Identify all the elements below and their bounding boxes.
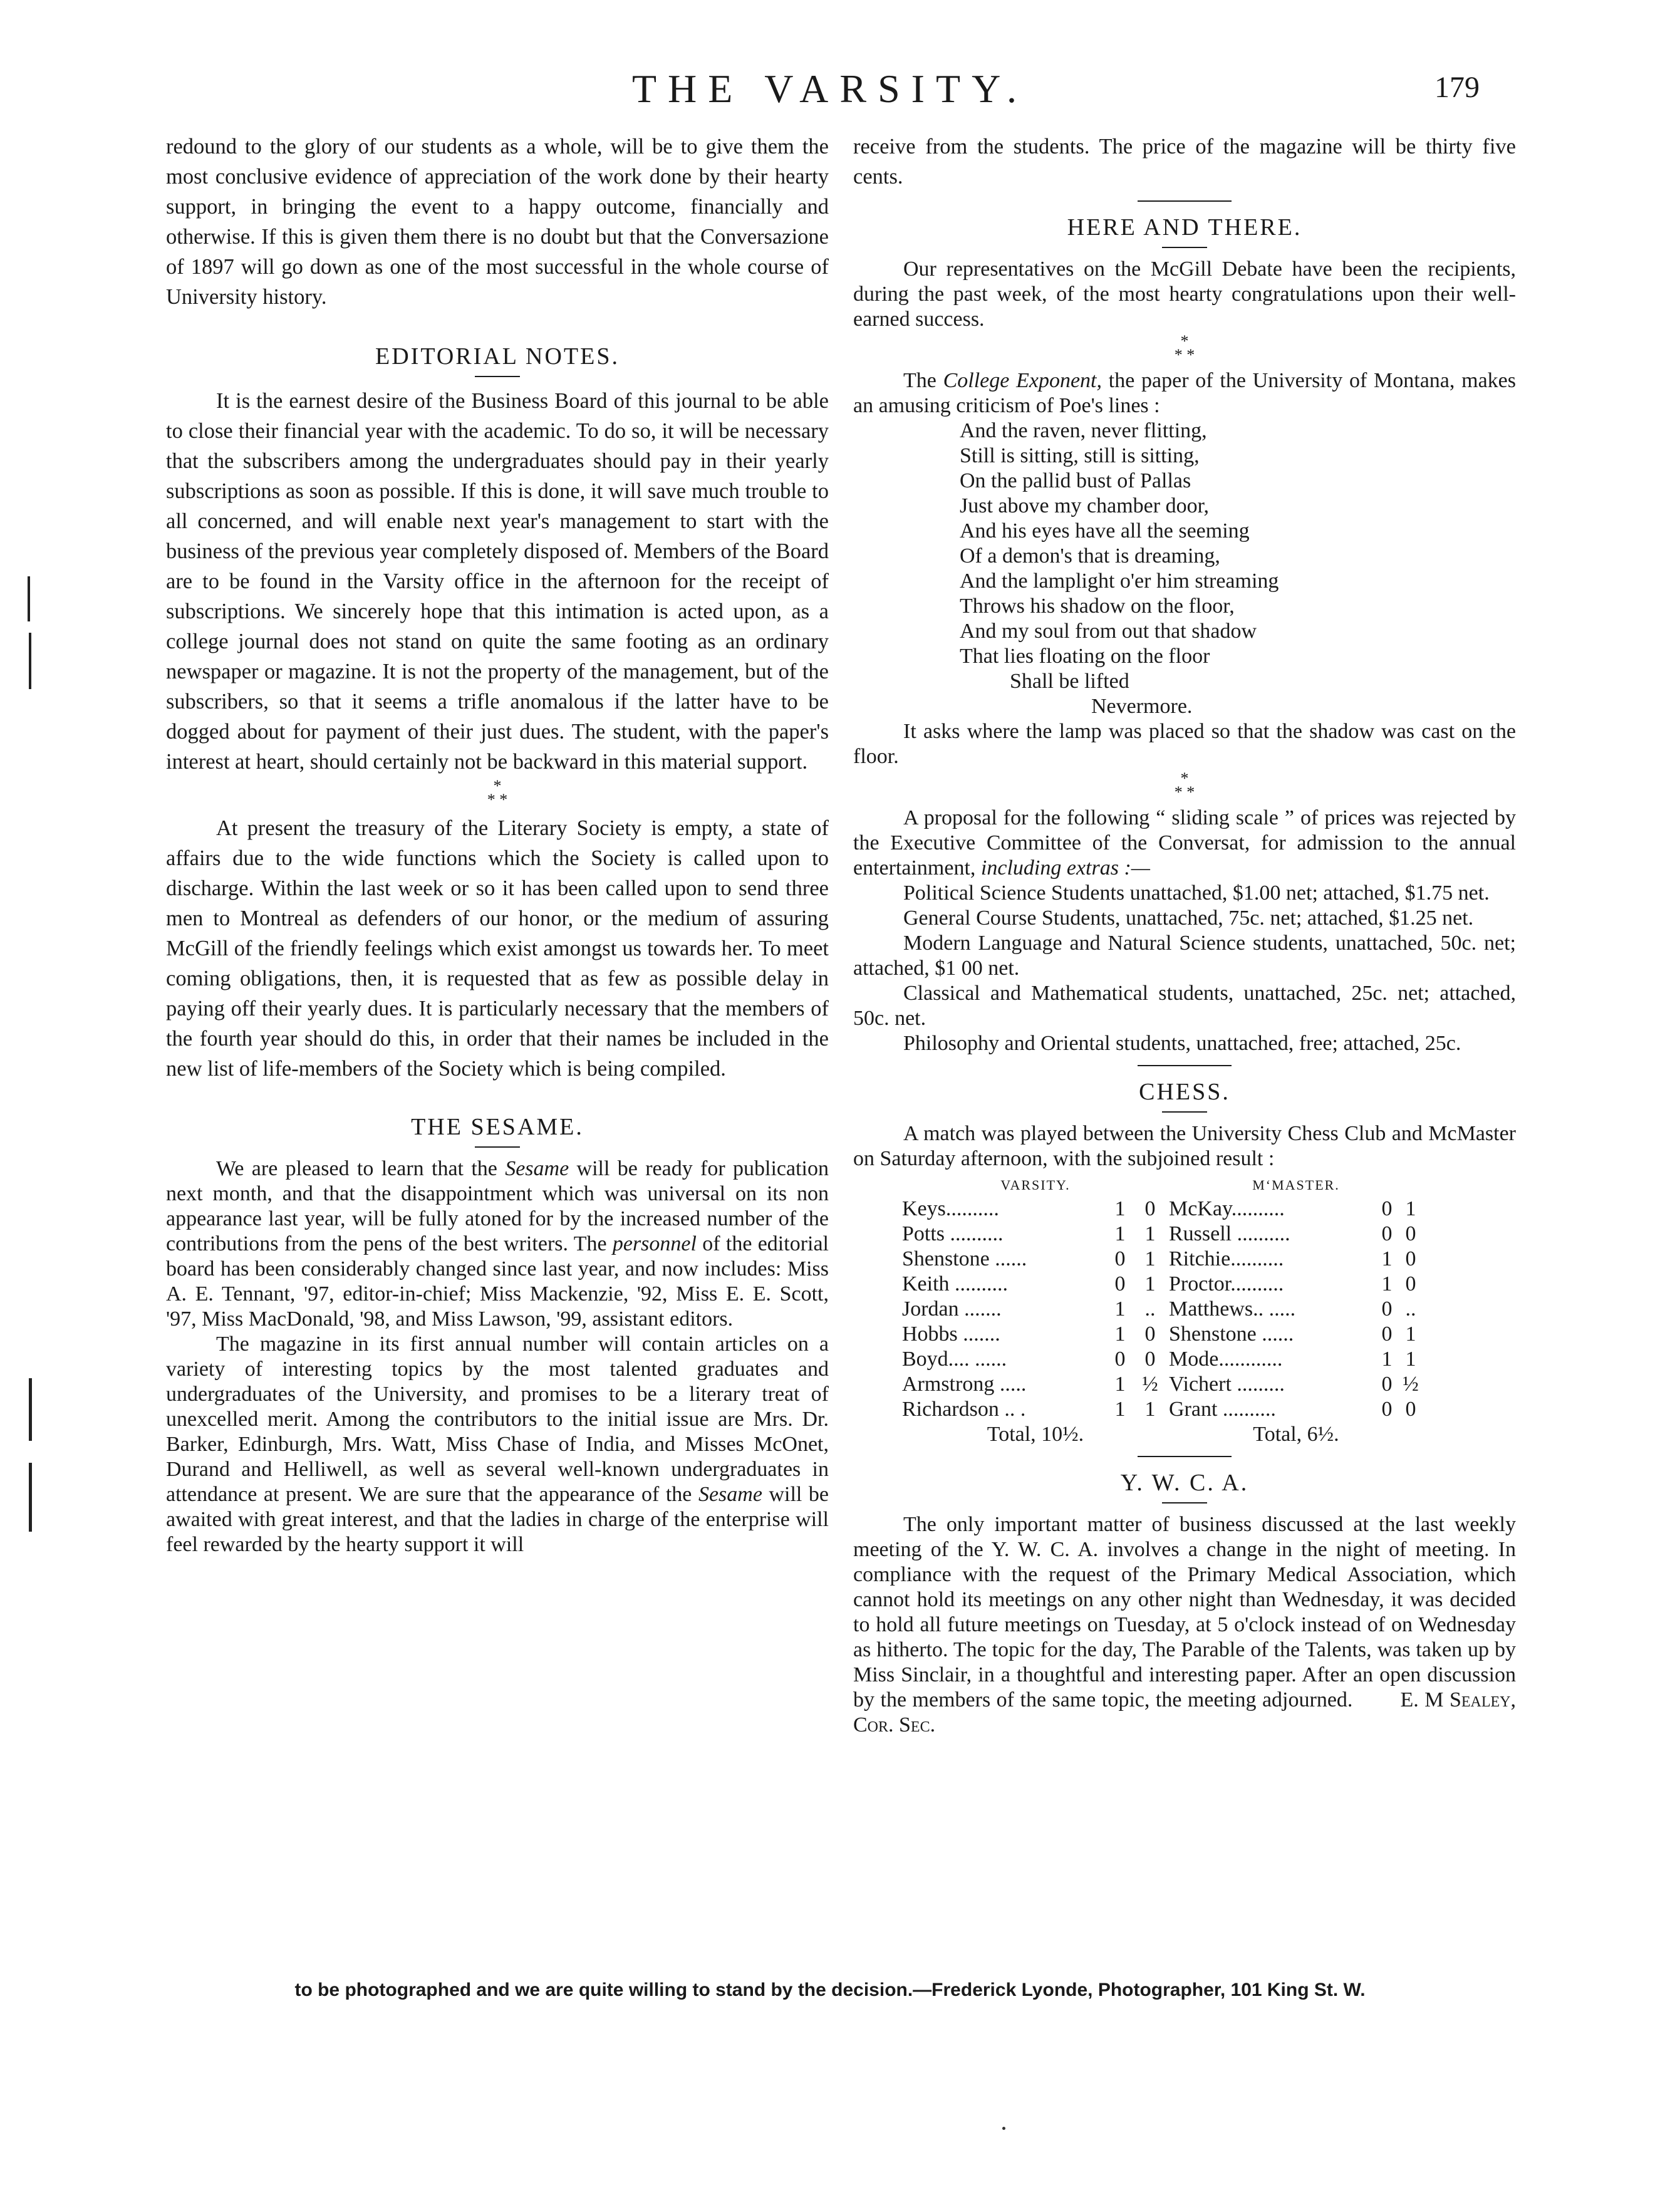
game-score: 1 xyxy=(1144,1398,1156,1421)
continued-paragraph: receive from the students. The price of the magazine will be thirty five cents. xyxy=(853,135,1516,189)
heading-rule xyxy=(1162,247,1207,248)
section-rule xyxy=(1138,1456,1232,1457)
game-score: ½ xyxy=(1142,1373,1158,1396)
game-score: 0 xyxy=(1405,1247,1416,1270)
heading-rule xyxy=(1162,1111,1207,1113)
margin-mark xyxy=(28,576,30,621)
sesame-paragraph-1: We are pleased to learn that the Sesame will be ready for publication next month, and that the disappointment which was universal on its non appearance last year, will be fully atoned for by the increased number of the contributions from the pens of the best writers. The personnel of the editorial board has been considerably changed since last year, and now includes: Miss A. E. Tennant, '97, editor-in-chief; Miss Mackenzie, '92, Miss E. E. Scott, '97, Miss MacDonald, '98, and Miss Lawson, '99, assistant editors. xyxy=(166,1157,829,1331)
player-name: Potts .......... xyxy=(902,1222,1004,1245)
player-name: McKay.......... xyxy=(1169,1197,1285,1220)
section-asterism: * * * xyxy=(487,777,508,809)
intro-paragraph: redound to the glory of our students as a whole, will be to give them the most conclusive evidence of appreciation of the work done by their hearty support, in bringing the event to a happy outcome, financially and otherwise. If this is given them there is no doubt but that the Conversazione of 1897 will go down as one of the most successful in the whole course of University history. xyxy=(166,135,829,309)
game-score: ½ xyxy=(1403,1373,1419,1396)
game-score: 0 xyxy=(1144,1197,1156,1220)
signature: E. M Sealey, Cor. Sec. xyxy=(853,1688,1516,1737)
game-score: 0 xyxy=(1405,1398,1416,1421)
player-name: Shenstone ...... xyxy=(1169,1322,1294,1346)
player-name: Shenstone ...... xyxy=(902,1247,1027,1270)
game-score: 1 xyxy=(1381,1272,1393,1296)
verse-line: Just above my chamber door, xyxy=(960,494,1210,517)
chess-row xyxy=(902,1297,1423,1322)
player-name: Hobbs ....... xyxy=(902,1322,1000,1346)
chess-row xyxy=(902,1197,1423,1222)
verse-line: Of a demon's that is dreaming, xyxy=(960,544,1220,568)
player-name: Jordan ....... xyxy=(902,1297,1002,1321)
margin-mark xyxy=(29,633,31,689)
game-score: .. xyxy=(1405,1297,1416,1321)
game-score: 1 xyxy=(1144,1222,1156,1245)
heading-rule xyxy=(475,376,520,377)
game-score: 1 xyxy=(1144,1247,1156,1270)
game-score: 1 xyxy=(1381,1347,1393,1371)
chess-results-table xyxy=(902,1174,1423,1447)
game-score: 0 xyxy=(1381,1197,1393,1220)
game-score: 1 xyxy=(1144,1272,1156,1296)
editorial-notes-heading: EDITORIAL NOTES. xyxy=(375,343,620,370)
game-score: 1 xyxy=(1114,1297,1126,1321)
verse-line: Still is sitting, still is sitting, xyxy=(960,444,1200,467)
section-asterism: * * * xyxy=(1174,769,1195,801)
game-score: 1 xyxy=(1114,1398,1126,1421)
chess-heading: CHESS. xyxy=(1139,1079,1230,1105)
verse-line: And the lamplight o'er him streaming xyxy=(960,569,1279,593)
game-score: 1 xyxy=(1114,1373,1126,1396)
chess-paragraph: A match was played between the University Chess Club and McMaster on Saturday afternoon, with the subjoined result : xyxy=(853,1122,1516,1170)
chess-row xyxy=(902,1247,1423,1272)
verse-line: That lies floating on the floor xyxy=(960,645,1210,668)
masthead-title: THE VARSITY. xyxy=(631,66,1029,111)
total-mcmaster: Total, 6½. xyxy=(1253,1423,1339,1446)
player-name: Russell .......... xyxy=(1169,1222,1290,1245)
verse-line: And the raven, never flitting, xyxy=(960,419,1207,442)
game-score: 1 xyxy=(1114,1222,1126,1245)
game-score: 0 xyxy=(1405,1272,1416,1296)
game-score: 1 xyxy=(1114,1197,1126,1220)
price-line: General Course Students, unattached, 75c. net; attached, $1.25 net. xyxy=(903,906,1474,930)
verse-line: Throws his shadow on the floor, xyxy=(960,595,1235,618)
here-paragraph-4: A proposal for the following “ sliding scale ” of prices was rejected by the Executive Committee of the Conversat, for admission to the annual entertainment, including extras :— xyxy=(853,806,1516,880)
here-and-there-heading: HERE AND THERE. xyxy=(1067,214,1302,241)
game-score: 0 xyxy=(1381,1398,1393,1421)
verse-line: On the pallid bust of Pallas xyxy=(960,469,1191,492)
game-score: 1 xyxy=(1405,1347,1416,1371)
price-line: Modern Language and Natural Science students, unattached, 50c. net; attached, $1 00 net. xyxy=(853,932,1516,980)
chess-row xyxy=(902,1322,1423,1347)
ywca-heading: Y. W. C. A. xyxy=(1120,1470,1249,1496)
player-name: Grant .......... xyxy=(1169,1398,1276,1421)
price-line: Classical and Mathematical students, unattached, 25c. net; attached, 50c. net. xyxy=(853,982,1516,1030)
sesame-paragraph-2: The magazine in its first annual number will contain articles on a variety of interesting topics by the most talented graduates and undergraduates of the University, and promises to be a literary treat of unexcelled merit. Among the contributors to the initial issue are Mrs. Dr. Barker, Edinburgh, Mrs. Watt, Miss Chase of India, and Misses McOnet, Durand and Helliwell, as well as several well-known undergraduates in attendance at present. We are sure that the appearance of the Sesame will be awaited with great interest, and that the ladies in charge of the enterprise will feel rewarded by the hearty support it will xyxy=(166,1332,829,1556)
game-score: 0 xyxy=(1144,1322,1156,1346)
game-score: 1 xyxy=(1405,1197,1416,1220)
editorial-paragraph-2: At present the treasury of the Literary Society is empty, a state of affairs due to the wide functions which the Society is called upon to discharge. Within the last week or so it has been called upon to send three men to Montreal as defenders of our honor, or the medium of assuring McGill of the friendly feelings which exist amongst us towards her. To meet coming obligations, then, it is requested that as few as possible delay in paying off their yearly dues. It is particularly necessary that the members of the fourth year should do this, in order that their names be included in the new list of life-members of the Society which is being compiled. xyxy=(166,816,829,1081)
verse-line: And my soul from out that shadow xyxy=(960,620,1257,643)
ywca-paragraph: The only important matter of business discussed at the last weekly meeting of the Y. W. C. A. involves a change in the night of meeting. In compliance with the request of the Primary Medical Association, which cannot hold its meetings on any other night than Wednesday, it was decided to hold all future meetings on Tuesday, at 5 o'clock instead of on Wednesday as hitherto. The topic for the day, The Parable of the Talents, was taken up by Miss Sinclair, in a thoughtful and interesting paper. After an open discussion by the members of the same topic, the meeting adjourned. E. M Sealey, Cor. Sec. xyxy=(853,1513,1516,1737)
player-name: Ritchie.......... xyxy=(1169,1247,1284,1270)
right-column xyxy=(853,132,1516,1738)
chess-row xyxy=(902,1222,1423,1247)
poe-verse xyxy=(960,418,1516,719)
game-score: 0 xyxy=(1381,1322,1393,1346)
section-rule xyxy=(1138,1065,1232,1066)
section-rule xyxy=(1138,200,1232,202)
game-score: 0 xyxy=(1114,1347,1126,1371)
price-line: Philosophy and Oriental students, unattached, free; attached, 25c. xyxy=(903,1032,1461,1055)
game-score: 1 xyxy=(1381,1247,1393,1270)
game-score: .. xyxy=(1144,1297,1156,1321)
game-score: 0 xyxy=(1381,1297,1393,1321)
left-column xyxy=(166,132,829,1557)
sesame-heading: THE SESAME. xyxy=(411,1114,584,1140)
player-name: Keith .......... xyxy=(902,1272,1009,1296)
editorial-paragraph-1: It is the earnest desire of the Business Board of this journal to be able to close their financial year with the academic. To do so, it will be necessary that the subscribers among the undergraduates should pay in their yearly subscriptions as soon as possible. If this is done, it will save much trouble to all concerned, and will enable next year's management to start with the business of the previous year completely disposed of. Members of the Board are to be found in the Varsity office in the afternoon for the receipt of subscriptions. We sincerely hope that this intimation is acted upon, as a college journal does not stand on quite the same footing as an ordinary newspaper or magazine. It is not the property of the management, but of the subscribers, so that it seems a trifle anomalous if the latter have to be dogged about for payment of their just dues. The student, with the paper's interest at heart, should certainly not be backward in this material support. xyxy=(166,389,829,774)
page-number: 179 xyxy=(1434,71,1480,104)
game-score: 0 xyxy=(1114,1247,1126,1270)
margin-mark xyxy=(29,1378,32,1441)
player-name: Mode............ xyxy=(1169,1347,1283,1371)
table-header-mcmaster: M‘MASTER. xyxy=(1252,1177,1340,1193)
player-name: Richardson .. . xyxy=(902,1398,1026,1421)
verse-line: Nevermore. xyxy=(1091,695,1193,718)
section-asterism: * * * xyxy=(1174,332,1195,364)
verse-line: Shall be lifted xyxy=(1010,670,1129,693)
here-paragraph-3: It asks where the lamp was placed so that the shadow was cast on the floor. xyxy=(853,720,1516,768)
game-score: 0 xyxy=(1114,1272,1126,1296)
player-name: Keys.......... xyxy=(902,1197,999,1220)
game-score: 1 xyxy=(1114,1322,1126,1346)
footer-advertisement: to be photographed and we are quite willing to stand by the decision.—Frederick Lyonde, Photographer, 101 King St. W. xyxy=(294,1980,1366,2000)
total-varsity: Total, 10½. xyxy=(987,1423,1084,1446)
scan-speck xyxy=(1002,2127,1005,2130)
chess-row xyxy=(902,1372,1423,1397)
player-name: Vichert ......... xyxy=(1169,1373,1285,1396)
game-score: 1 xyxy=(1405,1322,1416,1346)
chess-row xyxy=(902,1397,1423,1422)
margin-mark xyxy=(29,1463,32,1532)
player-name: Proctor.......... xyxy=(1169,1272,1284,1296)
game-score: 0 xyxy=(1381,1373,1393,1396)
table-header-varsity: VARSITY. xyxy=(1000,1177,1071,1193)
game-score: 0 xyxy=(1405,1222,1416,1245)
verse-line: And his eyes have all the seeming xyxy=(960,519,1250,543)
player-name: Armstrong ..... xyxy=(902,1373,1027,1396)
heading-rule xyxy=(1162,1502,1207,1503)
game-score: 0 xyxy=(1381,1222,1393,1245)
price-line: Political Science Students unattached, $1.00 net; attached, $1.75 net. xyxy=(903,881,1490,905)
chess-row xyxy=(902,1347,1423,1372)
player-name: Boyd.... ...... xyxy=(902,1347,1007,1371)
game-score: 0 xyxy=(1144,1347,1156,1371)
heading-rule xyxy=(475,1146,520,1148)
here-paragraph-2: The College Exponent, the paper of the University of Montana, makes an amusing criticism of Poe's lines : xyxy=(853,369,1516,417)
player-name: Matthews.. ..... xyxy=(1169,1297,1296,1321)
chess-row xyxy=(902,1272,1423,1297)
here-paragraph-1: Our representatives on the McGill Debate have been the recipients, during the past week, of the most hearty congratulations upon their well-earned success. xyxy=(853,257,1516,331)
